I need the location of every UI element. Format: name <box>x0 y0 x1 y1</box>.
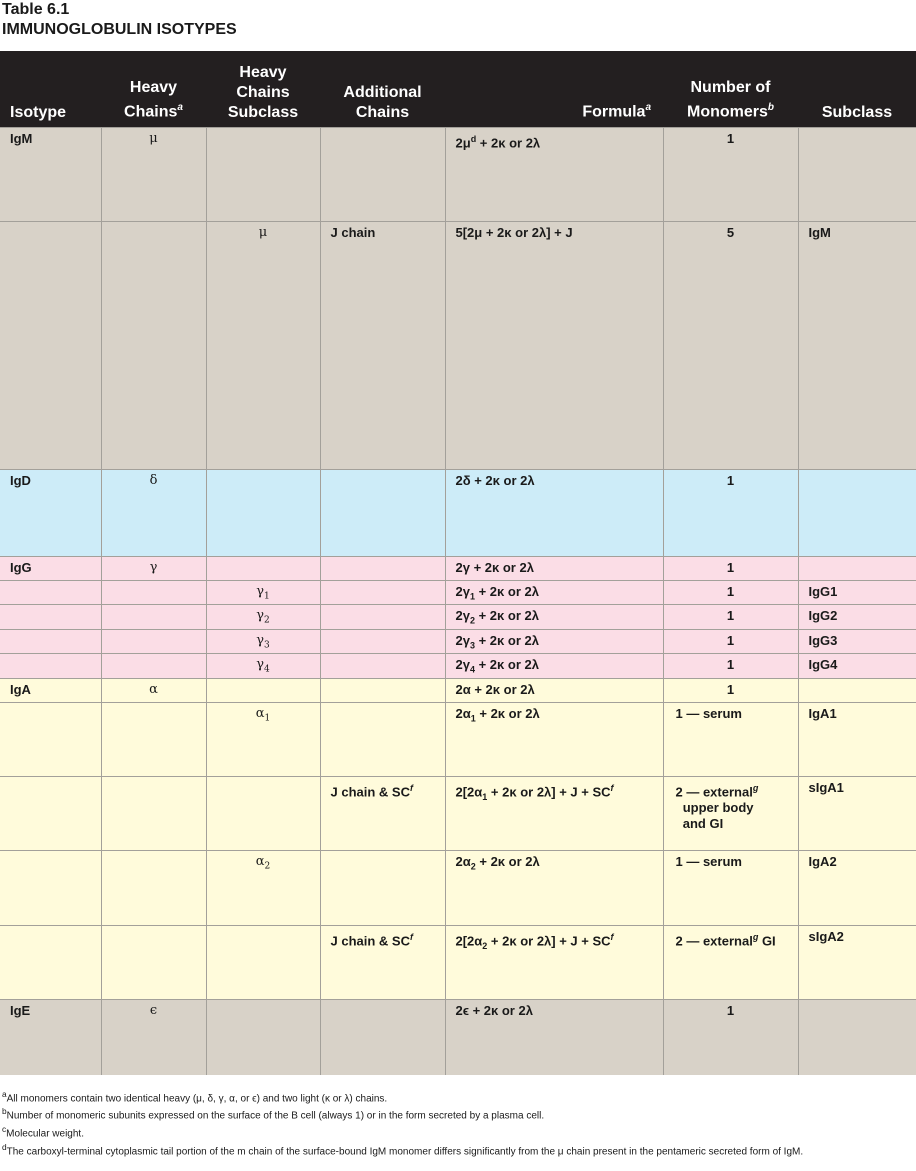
cell-isotype: IgE <box>0 999 101 1075</box>
cell-add: J chain & $SC^f$ <box>320 925 445 999</box>
cell-heavy: μ <box>101 127 206 221</box>
cell-formula: $2\alpha_1 + 2\kappa$ or 2λ <box>445 702 663 776</box>
header-formula: Formula$^a$ <box>445 51 663 127</box>
cell-heavy <box>101 605 206 630</box>
cell-isotype: IgD <box>0 469 101 556</box>
cell-isotype <box>0 605 101 630</box>
cell-formula: $2[2\alpha_2 + 2\kappa$ or $2\lambda] + J + SC^f$ <box>445 925 663 999</box>
cell-subclass: IgG4 <box>798 654 916 679</box>
cell-subclass <box>798 999 916 1075</box>
cell-heavy: γ <box>101 556 206 580</box>
header-isotype: Isotype <box>0 51 101 127</box>
cell-heavy <box>101 221 206 469</box>
cell-monomers: 2 — external$^g$ upper body and GI <box>663 776 798 850</box>
cell-add <box>320 629 445 654</box>
cell-formula: 2ϵ + 2κ or 2λ <box>445 999 663 1075</box>
cell-formula: $2\gamma_1 + 2\kappa$ or 2λ <box>445 580 663 605</box>
cell-heavy <box>101 654 206 679</box>
cell-sub: $\gamma_3$ <box>206 629 320 654</box>
cell-monomers: 1 <box>663 469 798 556</box>
cell-formula: $2[2\alpha_1 + 2\kappa$ or $2\lambda] + J + SC^f$ <box>445 776 663 850</box>
cell-isotype <box>0 702 101 776</box>
cell-heavy <box>101 925 206 999</box>
cell-subclass: sIgA1 <box>798 776 916 850</box>
table-title: IMMUNOGLOBULIN ISOTYPES <box>2 21 237 38</box>
cell-subclass <box>798 469 916 556</box>
table-row <box>0 221 916 469</box>
cell-sub: μ <box>206 221 320 469</box>
cell-monomers: 1 — serum <box>663 850 798 925</box>
cell-subclass: IgA1 <box>798 702 916 776</box>
cell-sub <box>206 999 320 1075</box>
cell-isotype <box>0 580 101 605</box>
cell-sub: $\gamma_1$ <box>206 580 320 605</box>
cell-formula: 2γ + 2κ or 2λ <box>445 556 663 580</box>
footnote-d: $^d$The carboxyl-terminal cytoplasmic tail portion of the m chain of the surface-bound IgM monomer differs significantly from the μ chain present in the pentameric secreted form of IgM. <box>2 1142 804 1158</box>
cell-isotype <box>0 654 101 679</box>
cell-formula: 2δ + 2κ or 2λ <box>445 469 663 556</box>
cell-formula: $2\gamma_3 + 2\kappa$ or 2λ <box>445 629 663 654</box>
cell-monomers: 1 <box>663 605 798 630</box>
cell-heavy: ϵ <box>101 999 206 1075</box>
header-subclass: Subclass <box>798 51 916 127</box>
cell-subclass <box>798 678 916 702</box>
cell-formula: 5[2μ + 2κ or 2λ] + J <box>445 221 663 469</box>
cell-heavy <box>101 580 206 605</box>
cell-sub <box>206 678 320 702</box>
cell-sub: $\gamma_2$ <box>206 605 320 630</box>
isotype-table <box>0 51 916 1075</box>
table-row <box>0 580 916 605</box>
table-row <box>0 127 916 221</box>
cell-sub <box>206 469 320 556</box>
table-row <box>0 556 916 580</box>
cell-add <box>320 605 445 630</box>
cell-heavy <box>101 702 206 776</box>
cell-add: J chain & $SC^f$ <box>320 776 445 850</box>
cell-subclass: sIgA2 <box>798 925 916 999</box>
header-monomers: Number of Monomers$^b$ <box>663 51 798 127</box>
cell-subclass <box>798 127 916 221</box>
table-row <box>0 629 916 654</box>
cell-monomers: 1 <box>663 678 798 702</box>
cell-isotype <box>0 629 101 654</box>
header-additional-chains: Additional Chains <box>320 51 445 127</box>
cell-monomers: 1 <box>663 629 798 654</box>
cell-heavy <box>101 850 206 925</box>
cell-subclass: IgA2 <box>798 850 916 925</box>
cell-add <box>320 654 445 679</box>
table-row <box>0 654 916 679</box>
cell-formula: $2\alpha_2 + 2\kappa$ or 2λ <box>445 850 663 925</box>
table-number: Table 6.1 <box>2 1 70 18</box>
cell-sub <box>206 925 320 999</box>
header-row <box>0 51 916 127</box>
cell-add <box>320 702 445 776</box>
cell-add <box>320 580 445 605</box>
cell-heavy: α <box>101 678 206 702</box>
cell-monomers: 1 <box>663 580 798 605</box>
cell-add: J chain <box>320 221 445 469</box>
cell-isotype: IgG <box>0 556 101 580</box>
cell-add <box>320 999 445 1075</box>
cell-isotype <box>0 221 101 469</box>
cell-monomers: 1 <box>663 127 798 221</box>
table-row <box>0 469 916 556</box>
header-heavy-chains: Heavy Chains$^a$ <box>101 51 206 127</box>
cell-isotype <box>0 925 101 999</box>
cell-sub: $\gamma_4$ <box>206 654 320 679</box>
cell-subclass: IgG1 <box>798 580 916 605</box>
cell-sub: $\alpha_2$ <box>206 850 320 925</box>
cell-isotype <box>0 850 101 925</box>
cell-subclass: IgM <box>798 221 916 469</box>
cell-formula: 2α + 2κ or 2λ <box>445 678 663 702</box>
cell-sub <box>206 127 320 221</box>
cell-sub: $\alpha_1$ <box>206 702 320 776</box>
table-row <box>0 850 916 925</box>
cell-add <box>320 469 445 556</box>
cell-monomers: 2 — external$^g$ GI <box>663 925 798 999</box>
cell-add <box>320 678 445 702</box>
cell-heavy <box>101 629 206 654</box>
cell-sub <box>206 776 320 850</box>
cell-monomers: 5 <box>663 221 798 469</box>
cell-formula: $2\mu^d + 2\kappa$ or 2λ <box>445 127 663 221</box>
table-row <box>0 678 916 702</box>
cell-subclass: IgG3 <box>798 629 916 654</box>
cell-isotype: IgM <box>0 127 101 221</box>
cell-add <box>320 556 445 580</box>
cell-isotype <box>0 776 101 850</box>
cell-isotype: IgA <box>0 678 101 702</box>
table-row <box>0 776 916 850</box>
cell-sub <box>206 556 320 580</box>
cell-subclass: IgG2 <box>798 605 916 630</box>
cell-monomers: 1 — serum <box>663 702 798 776</box>
header-heavy-chains-subclass: Heavy Chains Subclass <box>206 51 320 127</box>
footnote-c: $^c$Molecular weight. <box>2 1124 84 1140</box>
cell-formula: $2\gamma_2 + 2\kappa$ or 2λ <box>445 605 663 630</box>
cell-heavy <box>101 776 206 850</box>
cell-add <box>320 127 445 221</box>
cell-monomers: 1 <box>663 556 798 580</box>
table-row <box>0 999 916 1075</box>
table-row <box>0 702 916 776</box>
cell-monomers: 1 <box>663 654 798 679</box>
cell-add <box>320 850 445 925</box>
cell-subclass <box>798 556 916 580</box>
footnote-b: $^b$Number of monomeric subunits expressed on the surface of the B cell (always 1) or in the form secreted by a plasma cell. <box>2 1106 545 1122</box>
footnote-a: $^a$All monomers contain two identical heavy (μ, δ, γ, α, or ϵ) and two light (κ or λ) chains. <box>2 1089 388 1105</box>
table-row <box>0 605 916 630</box>
cell-formula: $2\gamma_4 + 2\kappa$ or 2λ <box>445 654 663 679</box>
cell-monomers: 1 <box>663 999 798 1075</box>
cell-heavy: δ <box>101 469 206 556</box>
table-row <box>0 925 916 999</box>
